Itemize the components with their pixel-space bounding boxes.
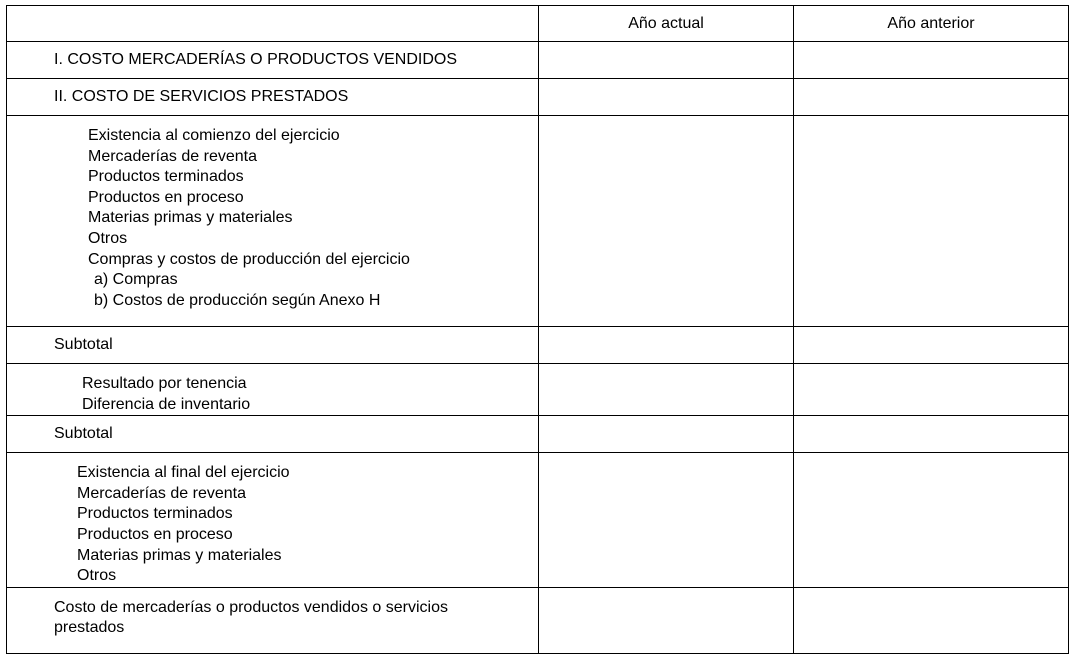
section-i-label: I. COSTO MERCADERÍAS O PRODUCTOS VENDIDOS [7,42,539,79]
previous-year-cell[interactable] [794,327,1069,364]
previous-year-cell[interactable] [794,453,1069,588]
previous-year-cell[interactable] [794,588,1069,654]
list-item: Productos en proceso [77,525,233,543]
previous-year-cell[interactable] [794,364,1069,416]
current-year-cell[interactable] [539,453,794,588]
purchases-item-b: b) Costos de producción según Anexo H [94,291,381,309]
closing-inventory-cell [7,453,539,588]
inventory-difference-label: Diferencia de inventario [82,395,251,413]
list-item: Otros [77,567,117,585]
subtotal-label: Subtotal [7,416,539,453]
previous-year-cell[interactable] [794,42,1069,79]
list-item: Productos en proceso [88,188,244,206]
current-year-cell[interactable] [539,416,794,453]
table-row [7,327,1069,364]
table-row [7,116,1069,327]
closing-inventory-title: Existencia al final del ejercicio [77,464,290,482]
previous-year-cell[interactable] [794,116,1069,327]
list-item: Otros [88,229,128,247]
table-row [7,416,1069,453]
list-item: Productos terminados [77,505,233,523]
table-row [7,364,1069,416]
table-row [7,79,1069,116]
list-item: Mercaderías de reventa [88,147,257,165]
current-year-cell[interactable] [539,588,794,654]
header-current-year: Año actual [539,6,794,42]
list-item: Materias primas y materiales [88,209,293,227]
total-cost-label-line1: Costo de mercaderías o productos vendidos o servicios [54,599,448,617]
header-previous-year: Año anterior [794,6,1069,42]
holding-result-label: Resultado por tenencia [82,375,247,392]
purchases-item-a: a) Compras [94,271,178,289]
list-item: Productos terminados [88,168,244,186]
header-row [7,6,1069,42]
total-cost-cell [7,588,539,654]
current-year-cell[interactable] [539,364,794,416]
opening-inventory-cell [7,116,539,327]
adjustments-cell [7,364,539,416]
purchases-title: Compras y costos de producción del ejercicio [88,250,410,268]
previous-year-cell[interactable] [794,79,1069,116]
table-row [7,453,1069,588]
previous-year-cell[interactable] [794,416,1069,453]
table-row [7,588,1069,654]
section-ii-label: II. COSTO DE SERVICIOS PRESTADOS [7,79,539,116]
header-label-cell [7,6,539,42]
current-year-cell[interactable] [539,116,794,327]
list-item: Materias primas y materiales [77,546,282,564]
current-year-cell[interactable] [539,42,794,79]
table-row [7,42,1069,79]
current-year-cell[interactable] [539,79,794,116]
total-cost-label-line2: prestados [54,619,125,637]
list-item: Mercaderías de reventa [77,484,246,502]
current-year-cell[interactable] [539,327,794,364]
opening-inventory-title: Existencia al comienzo del ejercicio [88,127,340,144]
cost-of-sales-table [6,5,1069,654]
subtotal-label: Subtotal [7,327,539,364]
